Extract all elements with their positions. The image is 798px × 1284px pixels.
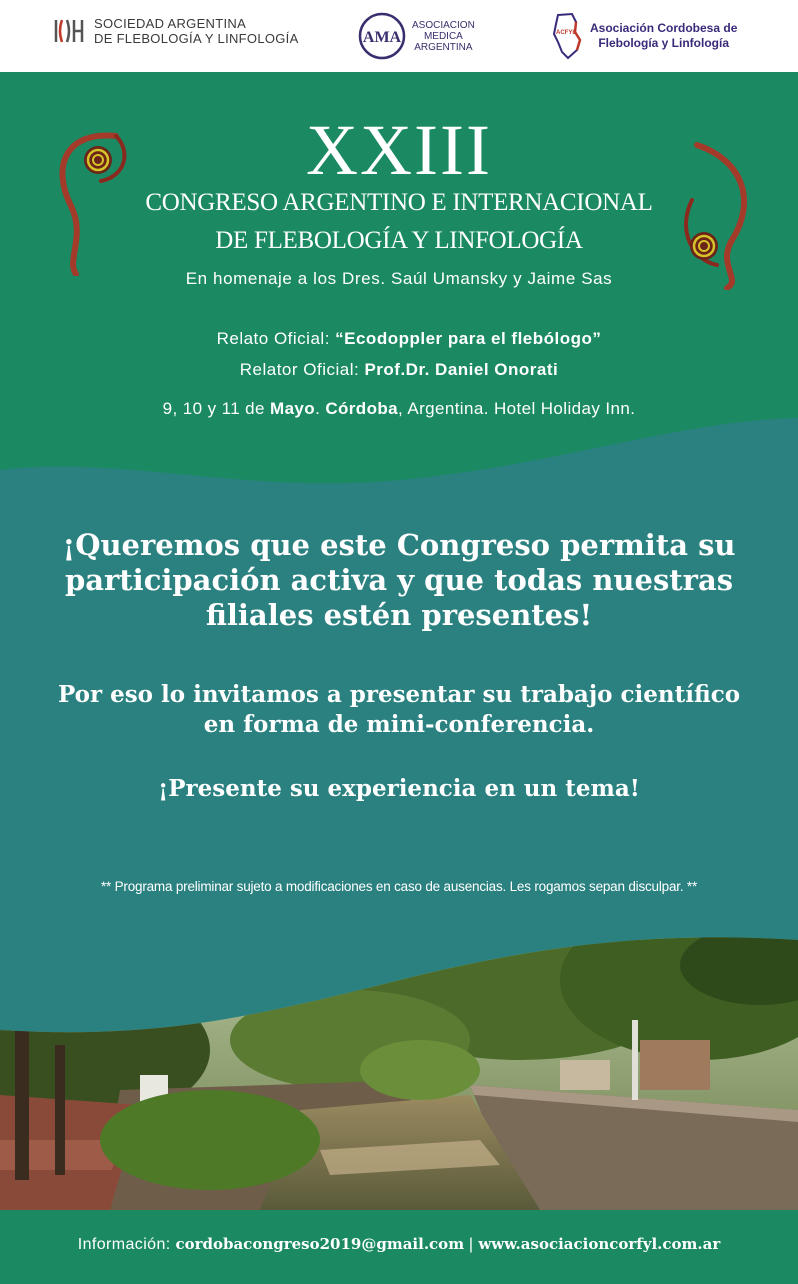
logo-center-line1: ASOCIACION: [412, 19, 475, 31]
congress-edition: XXIII: [306, 110, 492, 190]
call-to-action-text: ¡Presente su experiencia en un tema!: [158, 775, 640, 802]
relator-oficial: [0, 359, 798, 381]
footer-label: Información:: [77, 1236, 176, 1253]
relator-value: Prof.Dr. Daniel Onorati: [364, 360, 559, 379]
date-suffix: , Argentina. Hotel Holiday Inn.: [398, 399, 636, 418]
logo-center-line2: MEDICA: [423, 30, 463, 42]
disclaimer-note: ** Programa preliminar sujeto a modificaciones en caso de ausencias. Les rogamos sepan disculpar. **: [100, 879, 698, 894]
footer-separator: |: [464, 1236, 479, 1253]
footer-email-link[interactable]: cordobacongreso2019@gmail.com: [175, 1235, 465, 1253]
date-city: Córdoba: [325, 399, 399, 418]
congress-title-line2: DE FLEBOLOGÍA Y LINFOLOGÍA: [215, 227, 583, 254]
relator-label: Relator Oficial:: [239, 360, 365, 379]
event-date-venue: [0, 398, 798, 420]
logo-left-line1: SOCIEDAD ARGENTINA: [94, 16, 247, 31]
homage-line: En homenaje a los Dres. Saúl Umansky y Jaime Sas: [185, 269, 613, 288]
logo-right-line1: Asociación Cordobesa de: [590, 21, 738, 35]
date-separator: .: [315, 399, 326, 418]
date-month: Mayo: [270, 399, 316, 418]
congress-title-line1: CONGRESO ARGENTINO E INTERNACIONAL: [145, 189, 653, 216]
relato-value: “Ecodoppler para el flebólogo”: [335, 329, 602, 348]
logo-left-line2: DE FLEBOLOGÍA Y LINFOLOGÍA: [94, 31, 299, 46]
relato-oficial: [0, 328, 798, 350]
footer-website-link[interactable]: www.asociacioncorfyl.com.ar: [478, 1235, 721, 1253]
footer-contact: [0, 1233, 798, 1256]
invitation-text: Por eso lo invitamos a presentar su trabajo científico en forma de mini-conferencia.: [57, 681, 741, 738]
logo-right-line2: Flebología y Linfología: [598, 36, 730, 50]
logo-center-line3: ARGENTINA: [414, 41, 473, 53]
headline-text: ¡Queremos que este Congreso permita su participación activa y que todas nuestras filiales estén presentes!: [62, 528, 736, 632]
ama-mark-text: AMA: [362, 29, 402, 46]
acfyl-mark-text: ACFYL: [556, 30, 576, 36]
date-prefix: 9, 10 y 11 de: [162, 399, 271, 418]
relato-label: Relato Oficial:: [216, 329, 336, 348]
